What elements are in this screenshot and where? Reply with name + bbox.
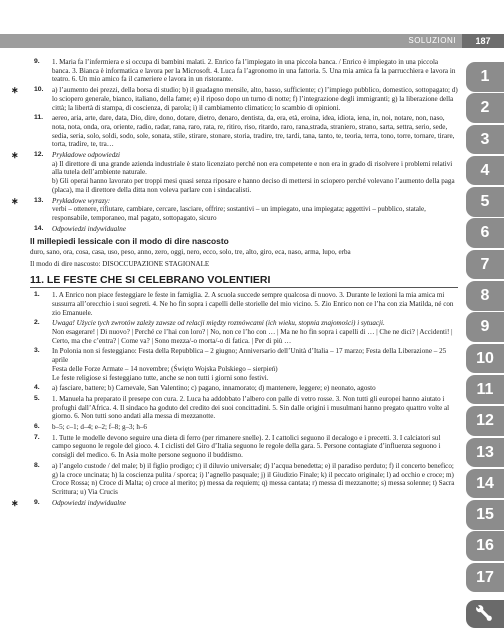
millepiedi-title: Il millepiedi lessicale con il modo di dire nascosto (30, 236, 229, 247)
exercise-text: Festa delle Forze Armate – 14 novembre; (Święto Wojska Polskiego – sierpień) (52, 364, 278, 373)
chapter-tab-16[interactable]: 16 (466, 531, 504, 561)
exercise-number: 6. (34, 423, 40, 431)
millepiedi-saying: Il modo di dire nascosto: DISOCCUPAZIONE STAGIONALE (30, 259, 210, 268)
exercise-list (11, 58, 458, 233)
exercise-note: Uwaga! Użycie tych zwrotów zależy zawsze od relacji między rozmówcami (ich wieku, stopnia znajomości) i sytuacji. (52, 319, 385, 328)
chapter-tab-1[interactable]: 1 (466, 62, 504, 92)
exercise-number: 12. (34, 151, 44, 159)
exercise-item (30, 114, 458, 149)
chapter-exercise-list (11, 291, 458, 508)
chapter-title: 11. LE FESTE CHE SI CELEBRANO VOLENTIERI (30, 276, 458, 288)
exercise-item (11, 195, 458, 223)
chapter-tab-2[interactable]: 2 (466, 93, 504, 123)
exercise-text: Non esagerare! | Di nuovo? | Perché ce l’hai con loro? | No, non ce l’ho con … | Ma ne ho fin sopra i capelli di … | Che ne dici? | Accidenti! | Certo, ma che c’entra? | Come va? | Sono mezza/-o morta/-o di fatica. | Per di più … (52, 327, 453, 345)
chapter-tab-12[interactable]: 12 (466, 406, 504, 436)
exercise-item (30, 347, 458, 382)
asterisk-icon: ∗ (11, 195, 19, 206)
chapter-tab-17[interactable]: 17 (466, 563, 504, 593)
exercise-note: Prykładowe wyrazy: (52, 196, 111, 205)
chapter-tab-3[interactable]: 3 (466, 125, 504, 155)
exercise-item (30, 225, 458, 234)
exercise-number: 11. (34, 114, 44, 122)
exercise-note: Odpowiedzi indywidualne (52, 224, 126, 233)
header-bar (0, 34, 462, 48)
exercise-item (30, 58, 458, 84)
exercise-number: 2. (34, 319, 40, 327)
chapter-tab-10[interactable]: 10 (466, 344, 504, 374)
wrench-icon (466, 600, 504, 628)
exercise-item (11, 85, 458, 112)
chapter-tab-11[interactable]: 11 (466, 375, 504, 405)
exercise-item (11, 497, 458, 508)
exercise-text: a) Il direttore di una grande azienda industriale è stato licenziato perché non era competente e non era in grado di risolvere i problemi relativi alla tutela dell’ambiente naturale. (52, 159, 453, 177)
exercise-text: 1. Tutte le modelle devono seguire una dieta di ferro (per rimanere snelle). 2. I cattolici seguono il decalogo e i precetti. 3. I calciatori sul campo seguono le regole del gioco. 4. I ciclisti del Giro d’Italia seguono le regole della gara. 5. Persone contagiate d’influenza seguono i consigli del medico. 6. In Asia molte persone seguono il buddismo. (52, 433, 441, 460)
page-number: 187 (462, 34, 504, 48)
chapter-tab-14[interactable]: 14 (466, 469, 504, 499)
page-header (0, 0, 504, 50)
exercise-number: 8. (34, 461, 40, 469)
exercise-item (30, 434, 458, 460)
exercise-text: In Polonia non si festeggiano: Festa della Repubblica – 2 giugno; Anniversario dell’Unità d’Italia – 17 marzo; Festa della Liberazione – 25 aprile (52, 347, 447, 365)
exercise-number: 10. (34, 86, 44, 94)
exercise-note: Prykładowe odpowiedzi (52, 151, 120, 160)
exercise-item (30, 291, 458, 317)
exercise-number: 3. (34, 347, 40, 355)
asterisk-icon: ∗ (11, 85, 19, 96)
exercise-item (30, 384, 458, 393)
exercise-item (11, 150, 458, 195)
exercise-number: 1. (34, 291, 40, 299)
exercise-note: Odpowiedzi indywidualne (52, 498, 126, 507)
chapter-tab-5[interactable]: 5 (466, 187, 504, 217)
chapter-tab-15[interactable]: 15 (466, 500, 504, 530)
exercise-text: verbi – ottenere, rifiutare, cambiare, cercare, lasciare, offrire; sostantivi – un impiegato, una impiegata; aggettivi – pubblico, statale, responsabile, temporaneo, mal pagato, sottopagato, sicuro (52, 205, 426, 222)
exercise-text: a) l’aumento dei prezzi, della borsa di studio; b) il guadagno mensile, alto, basso, sufficiente; c) l’impiego pubblico, domestico, sottopagato; d) lo sciopero generale, bianco, italiano, della fame; e) il riposo dopo un turno di notte; f) l’integrazione degli immigranti; g) la liberazione della città; la libertà di stampa, di coscienza, di parola; i) il cambiamento climatico; lo scambio di opinioni. (52, 86, 458, 112)
chapter-tab-7[interactable]: 7 (466, 250, 504, 280)
exercise-text: 1. A Enrico non piace festeggiare le feste in famiglia. 2. A scuola succede sempre qualcosa di nuovo. 3. Durante le lezioni la mia amica mi sussurra all’orecchio i suoi segreti. 4. Ne ho fin sopra i capelli delle storielle del mio vicino. 5. Zio Enrico non ce l’ha con zia Matilda, né con zio Emanuele. (52, 291, 454, 317)
exercise-text: 1. Maria fa l’infermiera e si occupa di bambini malati. 2. Enrico fa l’impiegato in una piccola banca. / Enrico è impiegato in una piccola banca. 3. Bianca è informatica e lavora per la Microsoft. 4. Luca fa l’agronomo in una fattoria. 5. Una mia amica fa la parrucchiera e lavora in teatro. 6. Un mio amico fa il cameriere e lavora in un ristorante. (52, 58, 456, 84)
tools-tab[interactable] (466, 600, 504, 628)
chapter-tab-13[interactable]: 13 (466, 438, 504, 468)
exercise-text: b) Gli operai hanno lavorato per troppi mesi quasi senza riposare e hanno deciso di mettersi in sciopero perché volevano l’aumento della paga (placa), ma il direttore della ditta non voleva parlare con i sindacalisti. (52, 177, 455, 194)
exercise-item (30, 319, 458, 345)
exercise-item (30, 423, 458, 432)
section-title: SOLUZIONI (408, 36, 456, 45)
exercise-number: 14. (34, 224, 44, 232)
chapter-tab-9[interactable]: 9 (466, 312, 504, 342)
asterisk-icon: ∗ (11, 497, 19, 508)
exercise-text: a) fasciare, battere; b) Carnevale, San Valentino; c) pagano, innamorato; d) mantenere, leggere; e) neonato, agosto (52, 384, 376, 393)
page-content (11, 58, 458, 509)
millepiedi-words: duro, sano, ora, cosa, casa, uso, peso, anno, zero, oggi, nero, ecco, solo, tre, alto, giro, eca, naso, arma, lupo, erba (30, 248, 351, 257)
asterisk-icon: ∗ (11, 150, 19, 161)
exercise-text: Le feste religiose si festeggiano tutte, anche se non tutti i giorni sono festivi. (52, 373, 269, 382)
exercise-text: b–5; c–1; d–4; e–2; f–8; g–3; h–6 (52, 423, 147, 432)
exercise-number: 7. (34, 433, 40, 441)
exercise-text: aereo, aria, arte, dare, data, Dio, dire, dono, dotare, dietro, denaro, dentista, da, era, età, eroina, idea, idiota, iena, in, noi, notare, non, naso, nota, nota, onda, ora, oriente, radio, radar, rana, raro, rata, re, ritiro, riso, ritardo, raro, rana,strada, straniero, strano, sarta, settra, serio, sede, sedia, seria, solo, soldi, sodo, sole, sonata, stile, stirare, stonare, storia, tradire, tre, tardi, tana, tanto, te, teoria, terra, tono, torre, tornare, tirare, torta, tradire, te, tra… (52, 114, 455, 149)
exercise-number: 9. (34, 58, 40, 65)
exercise-text: a) l’angelo custode / del male; b) il figlio prodigo; c) il diluvio universale; d) l’acqua benedetta; e) il paradiso perduto; f) il concerto benefico; g) la croce uncinata; h) la coscienza pulita / sporca; i) l’agnello pasquale; j) il Giudizio Finale; k) il peccato originale; l) ad occhio e croce; m) Croce Rossa; n) Croce di Malta; o) croce al merito; p) messa da requiem; q) messa cantata; r) messa di mezzanotte; s) messa solenne; t) Sacra Scrittura; u) Via Crucis (52, 461, 455, 496)
exercise-number: 4. (34, 384, 40, 392)
chapter-tab-4[interactable]: 4 (466, 156, 504, 186)
exercise-number: 13. (34, 196, 44, 204)
chapter-tab-8[interactable]: 8 (466, 281, 504, 311)
chapter-tab-6[interactable]: 6 (466, 218, 504, 248)
chapter-tabs (466, 62, 504, 594)
exercise-number: 9. (34, 498, 40, 506)
exercise-item (30, 462, 458, 497)
exercise-text: 1. Manuela ha preparato il presepe con cura. 2. Luca ha addobbato l’albero con palle di vetro rosse. 3. Non tutti gli europei hanno aiutato i profughi dall’Africa. 4. Il sindaco ha goduto del credito dei suoi concittadini. 5. Sin dalle origini i musulmani hanno pregato quattro volte al giorno. 6. Non tutti sono andati alla messa di mezzanotte. (52, 394, 450, 421)
exercise-number: 5. (34, 394, 40, 402)
exercise-item (30, 395, 458, 421)
